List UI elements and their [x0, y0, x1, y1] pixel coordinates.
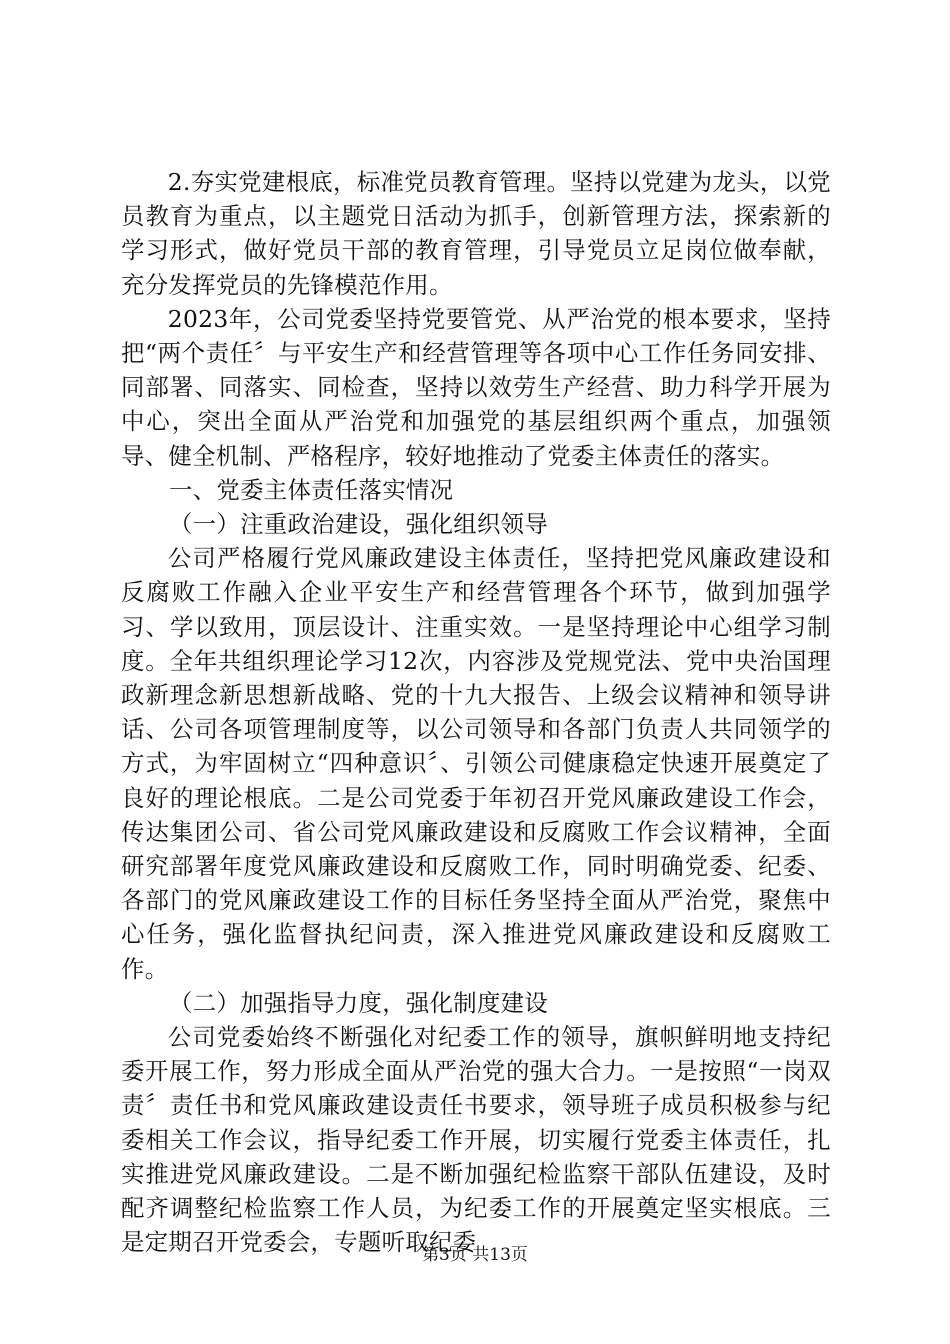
paragraph-guidance-system: 公司党委始终不断强化对纪委工作的领导，旗帜鲜明地支持纪委开展工作，努力形成全面从严治党的强大合力。一是按照“一岗双责〞责任书和党风廉政建设责任书要求，领导班子成员积极参与纪委相关工作会议，指导纪委工作开展，切实履行党委主体责任，扎实推进党风廉政建设。二是不断加强纪检监察干部队伍建设，及时配齐调整纪检监察工作人员，为纪委工作的开展奠定坚实根底。三是定期召开党委会，专题听取纪委 [121, 1023, 831, 1257]
document-body [121, 165, 831, 1260]
page-footer: 第3页 共13页 [422, 1245, 528, 1265]
paragraph-political-construction: 公司严格履行党风廉政建设主体责任，坚持把党风廉政建设和反腐败工作融入企业平安生产和经营管理各个环节，做到加强学习、学以致用，顶层设计、注重实效。一是坚持理论中心组学习制度。全年共组织理论学习12次，内容涉及党规党法、党中央治国理政新理念新思想新战略、党的十九大报告、上级会议精神和领导讲话、公司各项管理制度等，以公司领导和各部门负责人共同领学的方式，为牢固树立“四种意识〞、引领公司健康稳定快速开展奠定了良好的理论根底。二是公司党委于年初召开党风廉政建设工作会，传达集团公司、省公司党风廉政建设和反腐败工作会议精神，全面研究部署年度党风廉政建设和反腐败工作，同时明确党委、纪委、各部门的党风廉政建设工作的目标任务坚持全面从严治党，聚焦中心任务，强化监督执纪问责，深入推进党风廉政建设和反腐败工作。 [121, 544, 831, 983]
subsection-heading-2: （二）加强指导力度，强化制度建设 [169, 988, 549, 1017]
subsection-heading-1: （一）注重政治建设，强化组织领导 [169, 510, 549, 539]
paragraph-2023-summary: 2023年，公司党委坚持党要管党、从严治党的根本要求，坚持把“两个责任〞与平安生产和经营管理等各项中心工作任务同安排、同部署、同落实、同检查，坚持以效劳生产经营、助力科学开展为中心，突出全面从严治党和加强党的基层组织两个重点，加强领导、健全机制、严格程序，较好地推动了党委主体责任的落实。 [121, 304, 831, 470]
section-heading-1: 一、党委主体责任落实情况 [169, 475, 454, 504]
paragraph-party-building-foundation: 2.夯实党建根底，标准党员教育管理。坚持以党建为龙头，以党员教育为重点，以主题党日活动为抓手，创新管理方法，探索新的学习形式，做好党员干部的教育管理，引导党员立足岗位做奉献，充分发挥党员的先锋模范作用。 [121, 168, 831, 299]
